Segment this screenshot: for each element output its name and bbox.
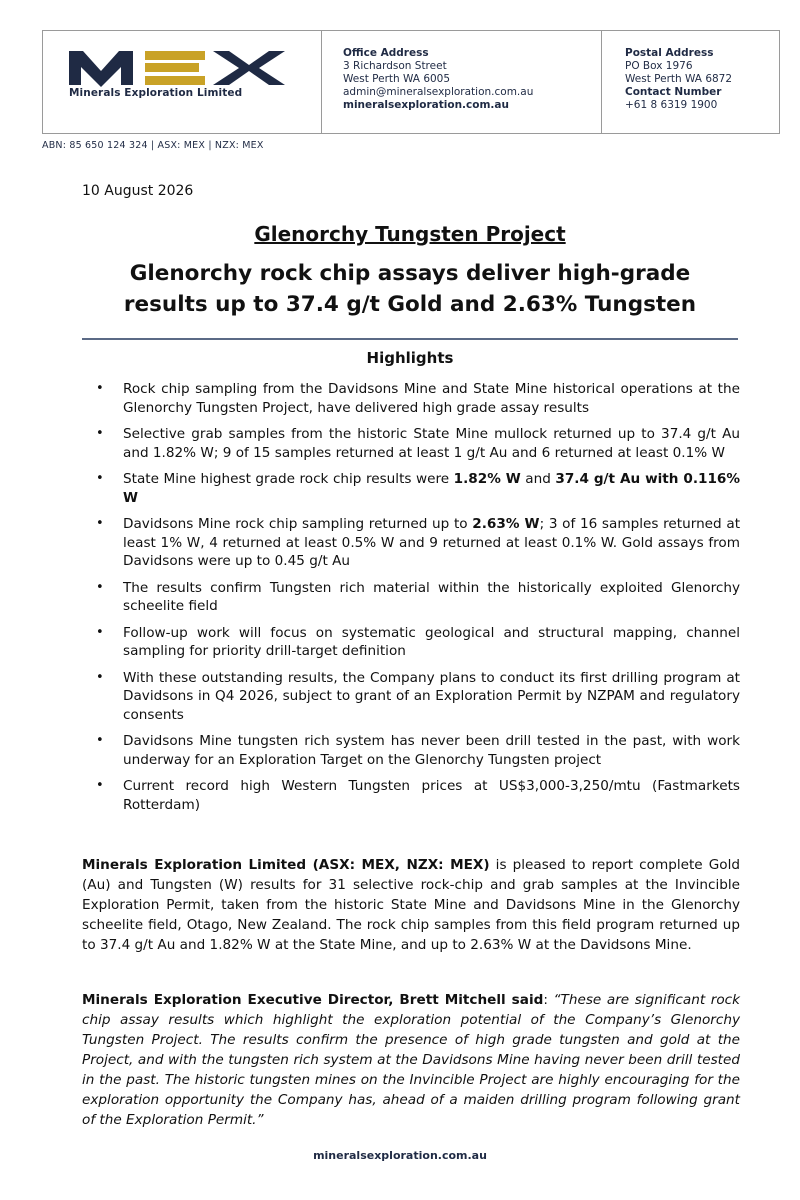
office-address-line2: West Perth WA 6005 — [343, 73, 451, 85]
letterhead-divider — [321, 31, 322, 133]
highlight-emphasis: 1.82% W — [453, 471, 521, 487]
highlight-item — [82, 515, 740, 571]
bullet-icon: • — [96, 624, 104, 640]
bullet-icon: • — [96, 381, 104, 396]
postal-address — [625, 47, 732, 112]
intro-text: is pleased to report complete Gold (Au) and Tungsten (W) results for 31 selective rock-chip and grab samples at the Invincible Exploration Permit, taken from the historic State Mine and Davidsons Mine in the Glenorchy scheelite field, Otago, New Zealand. The rock chip samples from this field program returned up to 37.4 g/t Au and 1.82% W at the State Mine, and up to 2.63% W at the Davidsons Mine. — [82, 857, 740, 953]
highlight-item — [82, 380, 740, 417]
quote-paragraph — [82, 990, 740, 1130]
headline — [82, 258, 738, 320]
highlights-title: Highlights — [366, 349, 454, 367]
highlight-text: State Mine highest grade rock chip results were — [123, 471, 454, 487]
office-website-link[interactable]: mineralsexploration.com.au — [343, 99, 509, 111]
bullet-icon: • — [96, 471, 104, 486]
highlight-text: and — [520, 471, 556, 487]
office-address-line1: 3 Richardson Street — [343, 60, 447, 72]
letterhead-divider — [601, 31, 602, 133]
highlight-emphasis: 2.63% W — [472, 516, 540, 532]
highlight-item — [82, 732, 740, 769]
project-title: Glenorchy Tungsten Project — [254, 222, 566, 246]
postal-address-line2: West Perth WA 6872 — [625, 73, 733, 85]
highlight-item — [82, 777, 740, 814]
highlight-emphasis: 37.4 g/t Au with 0.116% W — [123, 471, 741, 506]
postal-address-title: Postal Address — [625, 47, 714, 59]
company-logo — [43, 31, 321, 133]
highlight-text: The results confirm Tungsten rich material within the historically exploited Glenorchy scheelite field — [123, 579, 740, 614]
highlight-text: Selective grab samples from the historic State Mine mullock returned up to 37.4 g/t Au and 1.82% W; 9 of 15 samples returned at least 1 g/t Au and 6 returned at least 0.1% W — [123, 426, 740, 461]
highlight-text: With these outstanding results, the Company plans to conduct its first drilling program at Davidsons in Q4 2026, subject to grant of an Exploration Permit by NZPAM and regulatory consents — [123, 669, 740, 723]
highlight-text: Davidsons Mine tungsten rich system has never been drill tested in the past, with work underway for an Exploration Target on the Glenorchy Tungsten project — [123, 733, 740, 768]
footer-website-link[interactable]: mineralsexploration.com.au — [313, 1149, 487, 1162]
bullet-icon: • — [96, 516, 104, 531]
mex-logo-icon — [67, 47, 293, 87]
company-name: Minerals Exploration Limited (ASX: MEX, NZX: MEX) — [82, 857, 490, 873]
highlight-item — [82, 579, 740, 616]
bullet-icon: • — [96, 733, 104, 748]
highlight-item — [82, 624, 740, 661]
headline-line: Glenorchy rock chip assays deliver high-grade — [129, 261, 691, 286]
abn-line: ABN: 85 650 124 324 | ASX: MEX | NZX: MEX — [42, 140, 264, 151]
highlight-text: Current record high Western Tungsten prices at US$3,000-3,250/mtu (Fastmarkets Rotterdam) — [123, 778, 740, 813]
section-divider — [82, 338, 738, 340]
quote-text: “These are significant rock chip assay results which highlight the exploration potential of the Company’s Glenorchy Tungsten Project. The results confirm the presence of high grade tungsten and gold at the Project, and with the tungsten rich system at the Davidsons Mine having never been drill tested in the past. The historic tungsten mines on the Invincible Project are highly encouraging for the exploration opportunity the Company has, ahead of a maiden drilling program following grant of the Exploration Permit.” — [82, 992, 741, 1128]
highlight-item — [82, 669, 740, 725]
postal-address-line1: PO Box 1976 — [625, 60, 693, 72]
logo-subtitle: Minerals Exploration Limited — [69, 87, 243, 99]
bullet-icon: • — [96, 426, 104, 441]
highlight-item — [82, 470, 740, 507]
highlights-list — [82, 380, 740, 822]
highlight-text: ; 3 of 16 samples returned at least 1% W, 4 returned at least 0.5% W and 9 returned at least 0.1% W. Gold assays from Davidsons were up to 0.45 g/t Au — [123, 516, 741, 569]
office-address-title: Office Address — [343, 47, 429, 59]
bullet-icon: • — [96, 778, 104, 793]
contact-number-title: Contact Number — [625, 86, 722, 98]
contact-phone: +61 8 6319 1900 — [625, 99, 718, 111]
bullet-icon: • — [96, 579, 104, 595]
office-email-link[interactable]: admin@mineralsexploration.com.au — [343, 86, 534, 98]
headline-line: results up to 37.4 g/t Gold and 2.63% Tungsten — [123, 292, 697, 317]
intro-paragraph — [82, 855, 740, 955]
highlight-item — [82, 425, 740, 462]
highlight-text: Follow-up work will focus on systematic geological and structural mapping, channel sampling for priority drill-target definition — [123, 624, 740, 659]
quote-colon: : — [543, 992, 554, 1008]
letterhead — [42, 30, 780, 134]
document-date: 10 August 2026 — [82, 183, 194, 199]
bullet-icon: • — [96, 669, 104, 685]
highlight-text: Davidsons Mine rock chip sampling returned up to — [123, 516, 473, 532]
quote-attribution: Minerals Exploration Executive Director, Brett Mitchell said — [82, 992, 544, 1008]
highlight-text: Rock chip sampling from the Davidsons Mine and State Mine historical operations at the Glenorchy Tungsten Project, have delivered high grade assay results — [123, 381, 740, 416]
office-address — [343, 47, 533, 112]
